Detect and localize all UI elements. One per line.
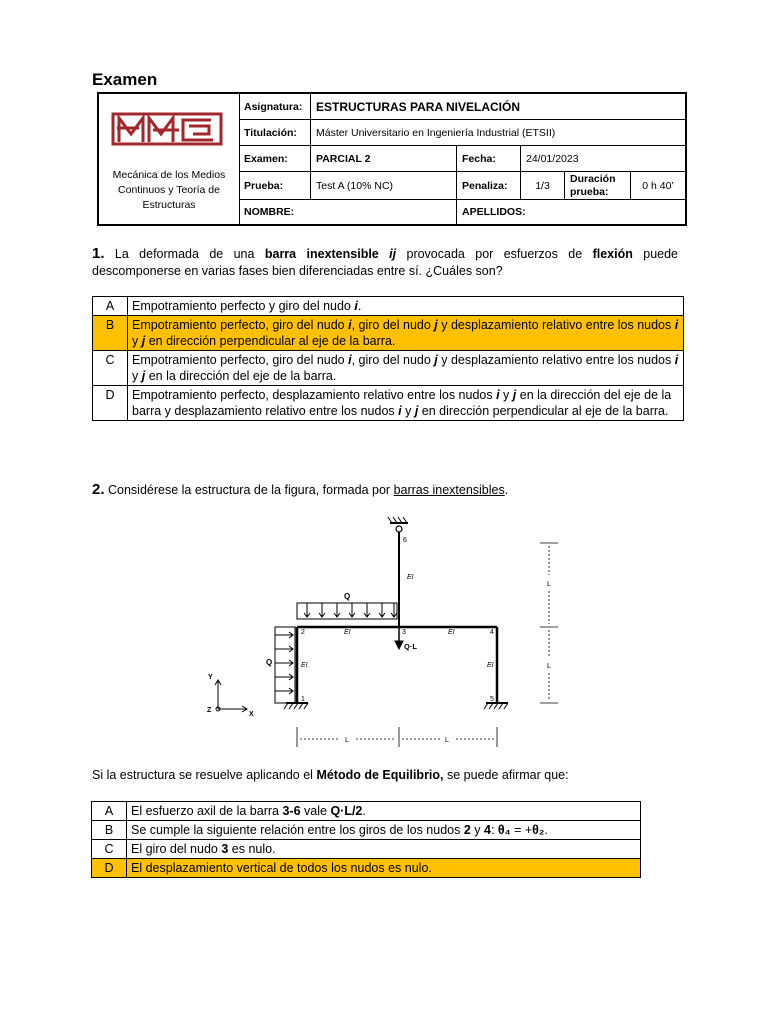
option-text-part: 4 [484, 823, 491, 837]
duracion-value: 0 h 40’ [631, 172, 685, 200]
ei-label: EI [301, 662, 308, 669]
option-text-part: i [398, 404, 402, 418]
method-bold: Método de Equilibrio, [316, 768, 444, 782]
option-row [93, 386, 684, 421]
option-text-part: : [490, 823, 498, 837]
option-letter: A [93, 297, 128, 316]
option-text [127, 821, 641, 840]
option-text-part: y [470, 823, 484, 837]
option-row [92, 821, 641, 840]
option-text-part: El desplazamiento vertical de todos los nudos es nulo. [131, 861, 432, 875]
ei-label: EI [344, 629, 351, 636]
ei-label: EI [487, 662, 494, 669]
option-text-part: . [362, 804, 366, 818]
option-text-part: i [348, 353, 352, 367]
department-logo [109, 108, 225, 150]
option-text-part: Se cumple la siguiente relación entre los giros de los nudos [131, 823, 464, 837]
structure-figure [190, 515, 580, 755]
option-text-part: y desplazamiento relativo entre los nudos [437, 353, 675, 367]
duracion-label: Duración prueba: [565, 172, 631, 200]
option-letter: B [93, 316, 128, 351]
option-text-part: , giro del nudo [351, 318, 435, 332]
option-text-part: 3 [221, 842, 229, 856]
q2-text-part: . [504, 483, 509, 497]
q1-space [379, 247, 389, 261]
page-title: Examen [92, 70, 158, 89]
option-text-part: , giro del nudo [351, 353, 435, 367]
q1-bold: flexión [592, 247, 633, 261]
titulacion-label: Titulación: [239, 120, 311, 146]
q2-underlined: barras inextensibles [393, 483, 505, 497]
axis-y-label: Y [208, 674, 213, 681]
length-label: L [547, 581, 551, 588]
examen-value: PARCIAL 2 [311, 146, 457, 172]
option-letter: D [92, 859, 127, 878]
question-2-text [92, 481, 678, 499]
ei-label: EI [448, 629, 455, 636]
node-1-label: 1 [301, 696, 305, 703]
asignatura-label: Asignatura: [239, 94, 311, 120]
option-text-part: y [132, 369, 142, 383]
fecha-value: 24/01/2023 [521, 146, 685, 172]
examen-label: Examen: [239, 146, 311, 172]
option-text-part: j [434, 318, 438, 332]
option-row [93, 316, 684, 351]
option-text-part: j [434, 353, 438, 367]
logo-cell [99, 94, 240, 224]
option-text-part: . [544, 823, 548, 837]
ei-label: EI [407, 574, 414, 581]
option-text-part: vale [300, 804, 331, 818]
option-text-part: en dirección perpendicular al eje de la barra. [145, 334, 396, 348]
prueba-value: Test A (10% NC) [311, 172, 457, 200]
exam-header [97, 92, 687, 226]
option-text-part: Empotramiento perfecto, giro del nudo [132, 318, 349, 332]
option-text-part: en la dirección del eje de la barra. [145, 369, 337, 383]
option-text-part: y [132, 334, 142, 348]
axis-z-label: Z [207, 707, 212, 714]
option-text-part: j [512, 388, 517, 402]
option-row [92, 859, 641, 878]
option-text [128, 386, 684, 421]
point-load-label: Q·L [404, 642, 417, 651]
node-4-label: 4 [490, 629, 494, 636]
asignatura-value: ESTRUCTURAS PARA NIVELACIÓN [311, 94, 685, 120]
q1-text-part: La deformada de una [104, 247, 265, 261]
option-text-part: y desplazamiento relativo entre los nudos [437, 318, 675, 332]
option-text-part: Empotramiento perfecto, giro del nudo [132, 353, 349, 367]
node-5-label: 5 [490, 696, 494, 703]
option-text [127, 859, 641, 878]
option-text [127, 840, 641, 859]
option-text [128, 297, 684, 316]
option-text-part: Q·L/2 [330, 804, 363, 818]
node-6-label: 6 [403, 537, 407, 544]
option-text-part: j [414, 404, 419, 418]
option-text-part: 3-6 [282, 804, 301, 818]
load-top-label: Q [344, 592, 351, 601]
option-text-part: en la dirección del eje de la barra y desplazamiento relativo entre los nudos [132, 388, 672, 418]
option-text-part: El giro del nudo [131, 842, 222, 856]
method-text [92, 767, 678, 784]
option-row [93, 297, 684, 316]
option-text-part: en dirección perpendicular al eje de la barra. [418, 404, 669, 418]
apellidos-label: APELLIDOS: [462, 206, 526, 218]
fecha-label: Fecha: [457, 146, 521, 172]
penaliza-value: 1/3 [521, 172, 565, 200]
q1-text-part: puede descomponerse en varias fases bien diferenciadas entre sí. ¿Cuáles son? [92, 247, 679, 278]
option-text [128, 351, 684, 386]
option-text-part: y [401, 404, 415, 418]
question-number: 2. [92, 481, 105, 498]
question-number: 1. [92, 245, 105, 262]
option-row [93, 351, 684, 386]
option-text-part: Empotramiento perfecto, desplazamiento relativo entre los nudos [132, 388, 497, 402]
option-text-part: El esfuerzo axil de la barra [131, 804, 283, 818]
option-text [128, 316, 684, 351]
penaliza-label: Penaliza: [457, 172, 521, 200]
prueba-label: Prueba: [239, 172, 311, 200]
option-letter: B [92, 821, 127, 840]
option-text-part: Empotramiento perfecto y giro del nudo [132, 299, 355, 313]
option-text-part: i [354, 299, 358, 313]
option-letter: C [93, 351, 128, 386]
question-1-options [92, 296, 684, 421]
length-label: L [345, 737, 349, 744]
option-text-part: j [141, 369, 146, 383]
method-text-part: Si la estructura se resuelve aplicando el [92, 768, 317, 782]
option-text-part: i [674, 318, 679, 332]
titulacion-value: Máster Universitario en Ingeniería Industrial (ETSII) [311, 120, 685, 146]
option-text [127, 802, 641, 821]
option-row [92, 802, 641, 821]
option-row [92, 840, 641, 859]
option-text-part: j [141, 334, 146, 348]
node-2-label: 2 [301, 629, 305, 636]
option-text-part: i [674, 353, 679, 367]
q2-text-part: Considérese la estructura de la figura, formada por [104, 483, 394, 497]
option-letter: A [92, 802, 127, 821]
length-label: L [547, 663, 551, 670]
q1-bold: barra inextensible [264, 247, 379, 261]
method-text-part: se puede afirmar que: [443, 768, 569, 782]
q1-text-part: provocada por esfuerzos de [396, 247, 593, 261]
node-3-label: 3 [402, 629, 406, 636]
length-label: L [445, 737, 449, 744]
option-text-part: 2 [463, 823, 471, 837]
option-text-part: i [496, 388, 500, 402]
option-text-part: i [348, 318, 352, 332]
option-text-part: y [499, 388, 513, 402]
option-letter: C [92, 840, 127, 859]
axis-x-label: X [249, 711, 254, 718]
option-text-part: es nulo. [228, 842, 276, 856]
option-text-part: = + [510, 823, 533, 837]
option-letter: D [93, 386, 128, 421]
institution-name: Mecánica de los Medios Continuos y Teoría de Estructuras [112, 169, 226, 211]
q1-bar-id: ij [389, 247, 397, 261]
option-text-part: θ₂ [532, 823, 545, 837]
option-text-part: . [357, 299, 362, 313]
question-1-text [92, 245, 678, 280]
question-2-options [91, 801, 641, 878]
option-text-part: θ₄ [497, 823, 511, 837]
nombre-label: NOMBRE: [239, 200, 457, 224]
load-left-label: Q [266, 658, 273, 667]
